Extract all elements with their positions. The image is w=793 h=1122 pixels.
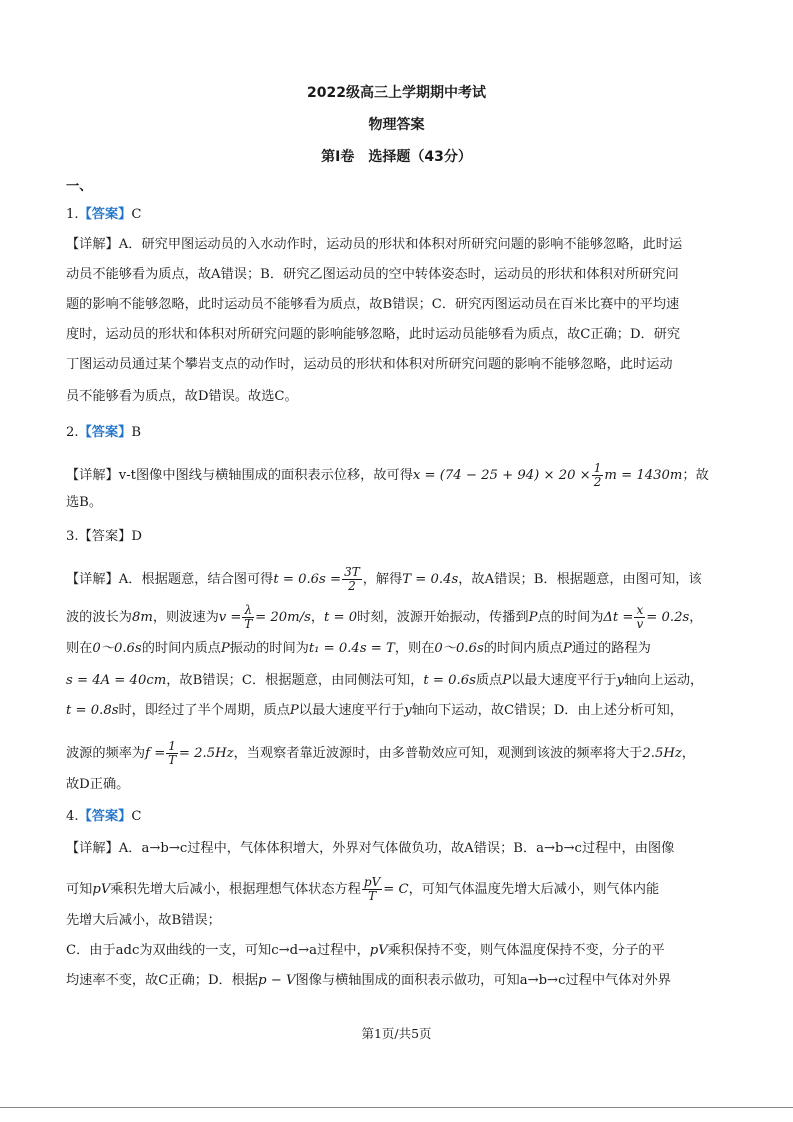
q4-answer-value: C: [131, 809, 142, 824]
part-label: 一、: [66, 179, 93, 194]
formula: pV: [369, 943, 388, 958]
frac-num: λ: [244, 603, 253, 617]
q2-answer: [66, 424, 726, 442]
formula: 8m: [131, 610, 153, 625]
q3-detail-line: [66, 604, 726, 631]
frac-den: 2: [348, 579, 356, 593]
text: ，: [310, 610, 325, 625]
text: ，可知气体温度先增大后减小，则气体内能: [408, 882, 660, 897]
formula: 2.5Hz: [642, 746, 682, 761]
q3-answer: [66, 528, 726, 546]
text: ，故A错误；B．根据题意，由图可知，该: [458, 572, 702, 587]
exam-title: 2022级高三上学期期中考试: [307, 85, 486, 101]
q2-fraction: [592, 462, 604, 489]
q4-number: 4.: [66, 809, 79, 824]
formula: Δt =: [603, 610, 634, 625]
q4-answer-label: 【答案】: [78, 809, 132, 824]
q2-number: 2.: [66, 425, 79, 440]
formula: t = 0.6s: [423, 673, 476, 688]
fraction: [242, 604, 254, 631]
text: ，则在: [394, 641, 435, 656]
q2-answer-label: 【答案】: [78, 425, 132, 440]
q2-detail-line: 选B。: [66, 495, 103, 510]
formula: y: [404, 703, 412, 718]
q1-answer-label: 【答案】: [78, 207, 132, 222]
q2-detail-line: [66, 462, 726, 489]
formula: T = 0.4s: [402, 572, 459, 587]
q3-detail-line: [66, 640, 726, 658]
text: 点的时间为: [537, 610, 604, 625]
frac-den: T: [368, 889, 377, 903]
text: 的时间内质点: [141, 641, 221, 656]
q4-detail-line: [66, 942, 726, 960]
q1-detail-line: 度时，运动员的形状和体积对所研究问题的影响能够忽略，此时运动员能够看为质点，故C正确；D．研究: [66, 327, 681, 342]
text: 乘积先增大后减小，根据理想气体状态方程: [110, 882, 361, 897]
formula: pV: [92, 882, 111, 897]
q4-detail-line: [66, 972, 726, 990]
q4-detail-line: 先增大后减小，故B错误；: [66, 913, 221, 928]
q4-answer: [66, 808, 726, 826]
text: 图像与横轴围成的面积表示做功，可知a→b→c过程中气体对外界: [295, 973, 671, 988]
text: 时，即经过了半个周期，质点: [118, 703, 290, 718]
formula: 0～0.6s: [92, 641, 142, 656]
formula: = 0.2s: [646, 610, 690, 625]
section-title: 第Ⅰ卷 选择题（43分）: [321, 149, 472, 165]
text: 质点: [475, 673, 503, 688]
formula: f =: [145, 746, 166, 761]
text: ，故B错误；C．根据题意，由同侧法可知，: [166, 673, 424, 688]
frac-num: 1: [168, 739, 176, 753]
formula: v =: [218, 610, 242, 625]
q2-frac-num: 1: [593, 461, 602, 475]
q2-text: 【详解】v-t图像中图线与横轴围成的面积表示位移，故可得: [66, 468, 413, 483]
q4-detail-line: 【详解】A．a→b→c过程中，气体体积增大，外界对气体做负功，故A错误；B．a→b→c过程中，由图像: [66, 841, 675, 856]
frac-num: x: [636, 603, 644, 617]
q1-answer: [66, 206, 726, 224]
fraction: [342, 566, 362, 593]
q1-detail-line: 丁图运动员通过某个攀岩支点的动作时，运动员的形状和体积对所研究问题的影响不能够忽略，此时运动: [66, 357, 673, 372]
q3-number: 3.: [66, 529, 79, 544]
formula: t = 0.8s: [66, 703, 119, 718]
frac-den: v: [636, 617, 644, 631]
q2-answer-value: B: [131, 425, 142, 440]
q1-detail-line: 题的影响不能够忽略，此时运动员不能够看为质点，故B错误；C．研究丙图运动员在百米比赛中的平均速: [66, 297, 680, 312]
formula: P: [220, 641, 230, 656]
page-bottom-divider: [0, 1107, 793, 1108]
frac-num: 3T: [344, 565, 360, 579]
formula: = C: [383, 882, 409, 897]
q3-detail-line: [66, 702, 726, 720]
q3-answer-value: D: [131, 529, 142, 544]
formula: P: [502, 673, 512, 688]
q3-detail-line: [66, 566, 726, 593]
formula: = 2.5Hz: [178, 746, 234, 761]
formula: t = 0.6s =: [273, 572, 342, 587]
text: 【详解】A．根据题意，结合图可得: [66, 572, 274, 587]
text: 以最大速度平行于: [511, 673, 617, 688]
text: 的时间内质点: [483, 641, 563, 656]
q2-formula-result: m = 1430m: [604, 468, 683, 483]
frac-num: pV: [363, 875, 381, 889]
text: 波的波长为: [66, 610, 132, 625]
text: ，: [689, 610, 703, 625]
frac-den: T: [244, 617, 253, 631]
subject-title: 物理答案: [368, 117, 425, 133]
q2-text-end: ；故: [682, 468, 709, 483]
frac-den: T: [168, 753, 177, 767]
text: 振动的时间为: [229, 641, 309, 656]
text: 则在: [66, 641, 93, 656]
text: 轴向下运动，故C错误；D．由上述分析可知，: [411, 703, 683, 718]
fraction: [362, 876, 382, 903]
formula: p − V: [258, 973, 296, 988]
q3-detail-line: [66, 672, 726, 690]
q1-detail-line: 【详解】A．研究甲图运动员的入水动作时，运动员的形状和体积对所研究问题的影响不能够忽略，此时运: [66, 237, 683, 252]
q1-detail-line: 员不能够看为质点，故D错误。故选C。: [66, 389, 298, 404]
q3-answer-label: 【答案】: [78, 529, 132, 544]
text: ，: [681, 746, 695, 761]
formula: s = 4A = 40cm: [66, 673, 167, 688]
text: 通过的路程为: [571, 641, 651, 656]
text: 可知: [66, 882, 93, 897]
formula: t = 0: [324, 610, 358, 625]
text: 波源的频率为: [66, 746, 146, 761]
formula: t₁ = 0.4s = T: [308, 641, 395, 656]
text: ，则波速为: [152, 610, 219, 625]
text: 轴向上运动，: [624, 673, 704, 688]
text: ，当观察者靠近波源时，由多普勒效应可知，观测到该波的频率将大于: [233, 746, 643, 761]
text: 乘积保持不变，则气体温度保持不变，分子的平: [387, 943, 665, 958]
q3-detail-line: [66, 740, 726, 767]
formula: P: [562, 641, 572, 656]
q1-answer-value: C: [131, 207, 142, 222]
text: ，解得: [362, 572, 403, 587]
q3-detail-line: 故D正确。: [66, 777, 130, 792]
text: 时刻，波源开始振动，传播到: [357, 610, 529, 625]
fraction: [166, 740, 178, 767]
formula: P: [289, 703, 299, 718]
formula: 0～0.6s: [434, 641, 484, 656]
q2-formula: x = (74 − 25 + 94) × 20 ×: [412, 468, 591, 483]
q1-detail-line: 动员不能够看为质点，故A错误；B．研究乙图运动员的空中转体姿态时，运动员的形状和体积对所研究问: [66, 267, 679, 282]
fraction: [634, 604, 645, 631]
page-footer: 第1页/共5页: [361, 1026, 432, 1041]
text: 以最大速度平行于: [298, 703, 405, 718]
q1-number: 1.: [66, 207, 79, 222]
text: C．由于adc为双曲线的一支，可知c→d→a过程中，: [66, 943, 370, 958]
q2-frac-den: 2: [593, 475, 602, 489]
q4-detail-line: [66, 876, 726, 903]
formula: P: [528, 610, 538, 625]
formula: y: [616, 673, 625, 688]
text: 均速率不变，故C正确；D．根据: [66, 973, 259, 988]
formula: = 20m/s: [255, 610, 311, 625]
